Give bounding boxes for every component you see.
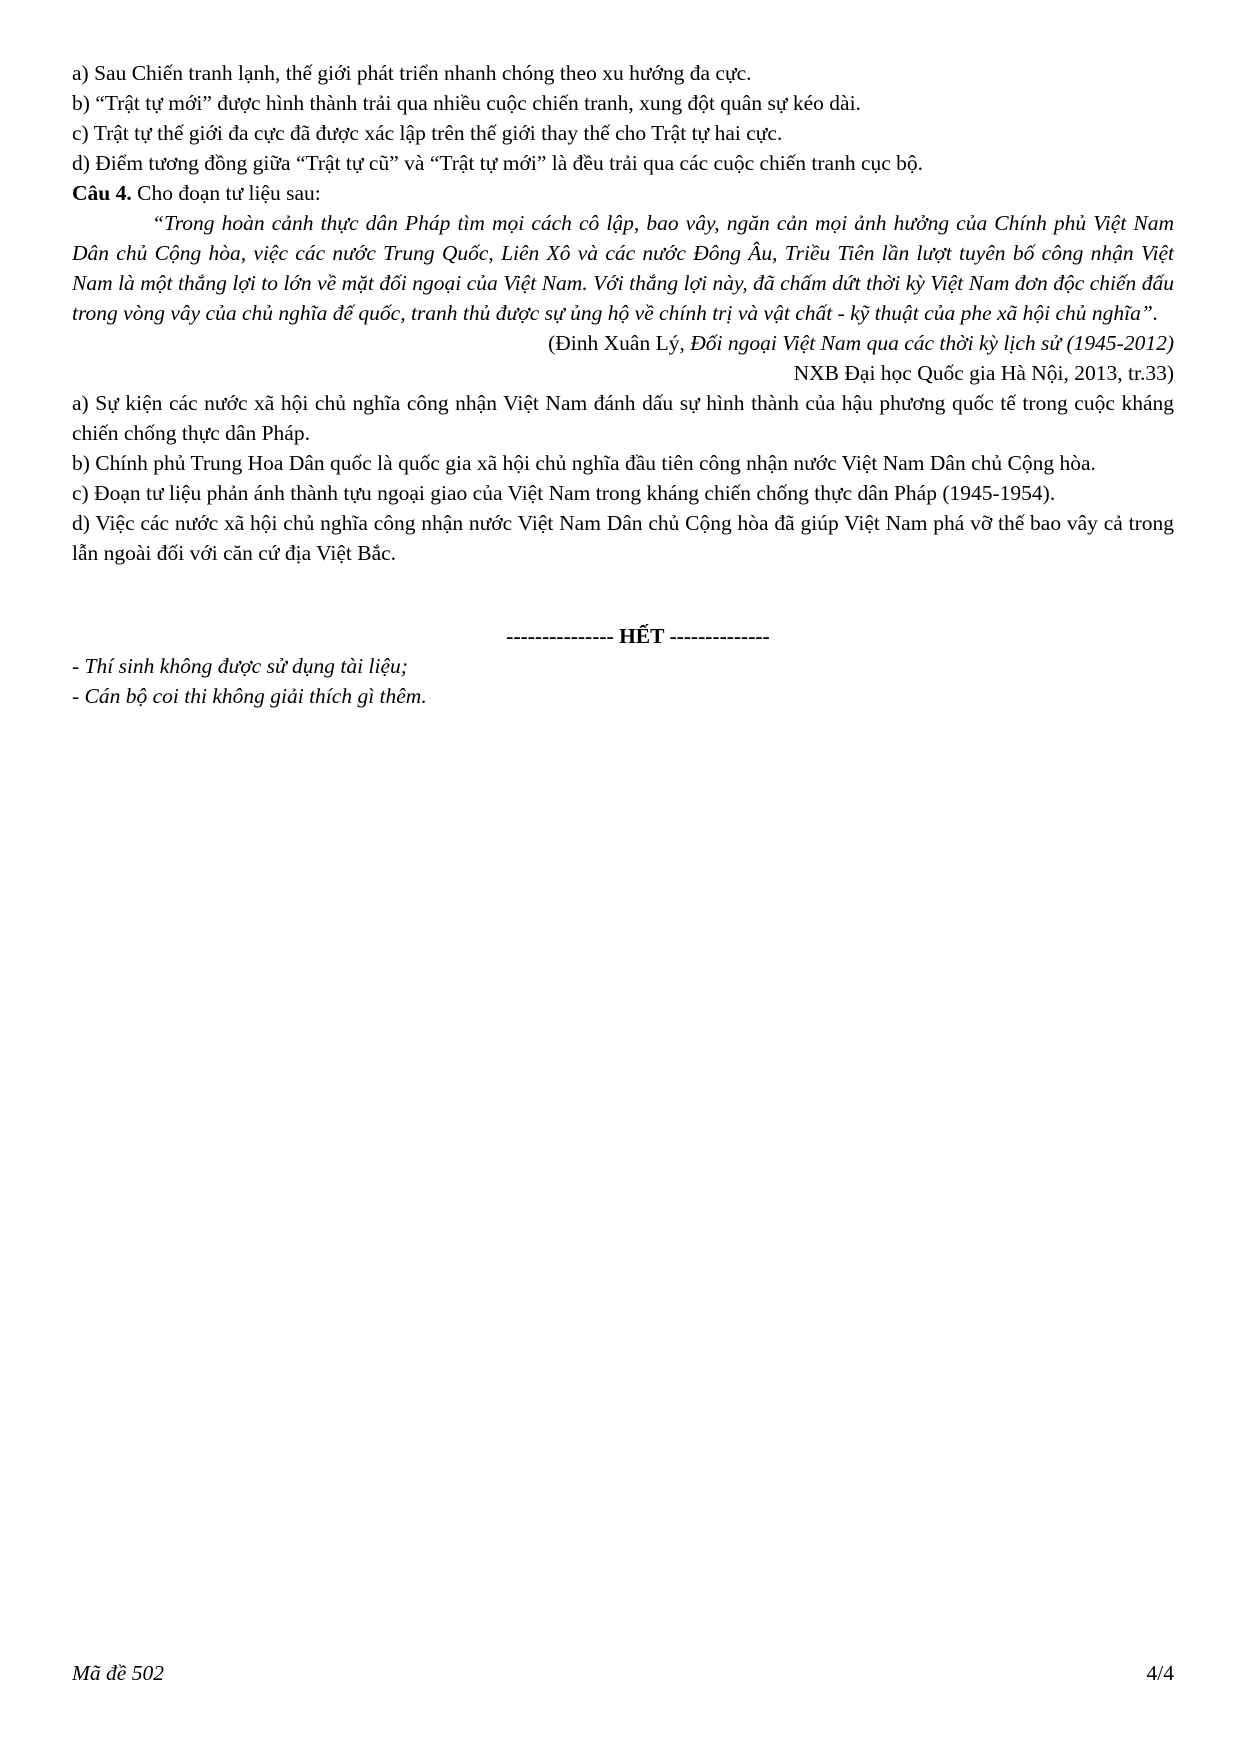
q4-option-b: b) Chính phủ Trung Hoa Dân quốc là quốc gia xã hội chủ nghĩa đầu tiên công nhận nước Việt Nam Dân chủ Cộng hòa. [72, 451, 1096, 475]
note-no-explanation: - Cán bộ coi thi không giải thích gì thêm. [72, 684, 427, 708]
q4-quote: “Trong hoàn cảnh thực dân Pháp tìm mọi cách cô lập, bao vây, ngăn cản mọi ảnh hưởng của Chính phủ Việt Nam Dân chủ Cộng hòa, việc các nước Trung Quốc, Liên Xô và các nước Đông Âu, Triều Tiên lần lượt tuyên bố công nhận Việt Nam là một thắng lợi to lớn về mặt đối ngoại của Việt Nam. Với thắng lợi này, đã chấm dứt thời kỳ Việt Nam đơn độc chiến đấu trong vòng vây của chủ nghĩa đế quốc, tranh thủ được sự ủng hộ về chính trị và vật chất - kỹ thuật của phe xã hội chủ nghĩa”. [72, 211, 1174, 325]
q4-intro: Cho đoạn tư liệu sau: [131, 181, 321, 205]
q3-option-c: c) Trật tự thế giới đa cực đã được xác lập trên thế giới thay thế cho Trật tự hai cực. [72, 121, 783, 145]
q4-source-author: (Đinh Xuân Lý, [548, 331, 691, 355]
note-no-materials: - Thí sinh không được sử dụng tài liệu; [72, 654, 408, 678]
page-footer [72, 1658, 1174, 1688]
q3-option-d: d) Điểm tương đồng giữa “Trật tự cũ” và “Trật tự mới” là đều trải qua các cuộc chiến tranh cục bộ. [72, 151, 924, 175]
q4-option-c: c) Đoạn tư liệu phản ánh thành tựu ngoại giao của Việt Nam trong kháng chiến chống thực dân Pháp (1945-1954). [72, 481, 1056, 505]
q4-heading [72, 178, 1174, 208]
q4-source-title: Đối ngoại Việt Nam qua các thời kỳ lịch sử (1945-2012) [690, 331, 1174, 355]
exam-notes [72, 651, 1174, 711]
q4-source-line-1 [72, 328, 1174, 358]
q4-option-d: d) Việc các nước xã hội chủ nghĩa công nhận nước Việt Nam Dân chủ Cộng hòa đã giúp Việt Nam phá vỡ thế bao vây cả trong lẫn ngoài đối với căn cứ địa Việt Bắc. [72, 511, 1174, 565]
end-marker: --------------- HẾT -------------- [506, 624, 770, 648]
q4-source-publisher: NXB Đại học Quốc gia Hà Nội, 2013, tr.33) [793, 361, 1174, 385]
page-number: 4/4 [1146, 1661, 1174, 1685]
exam-page [72, 58, 1174, 711]
q3-option-b: b) “Trật tự mới” được hình thành trải qua nhiều cuộc chiến tranh, xung đột quân sự kéo dài. [72, 91, 861, 115]
q4-label: Câu 4. [72, 181, 132, 205]
q4-option-a: a) Sự kiện các nước xã hội chủ nghĩa công nhận Việt Nam đánh dấu sự hình thành của hậu phương quốc tế trong cuộc kháng chiến chống thực dân Pháp. [72, 391, 1174, 445]
q3-option-a: a) Sau Chiến tranh lạnh, thế giới phát triển nhanh chóng theo xu hướng đa cực. [72, 61, 752, 85]
exam-code: Mã đề 502 [72, 1661, 164, 1685]
